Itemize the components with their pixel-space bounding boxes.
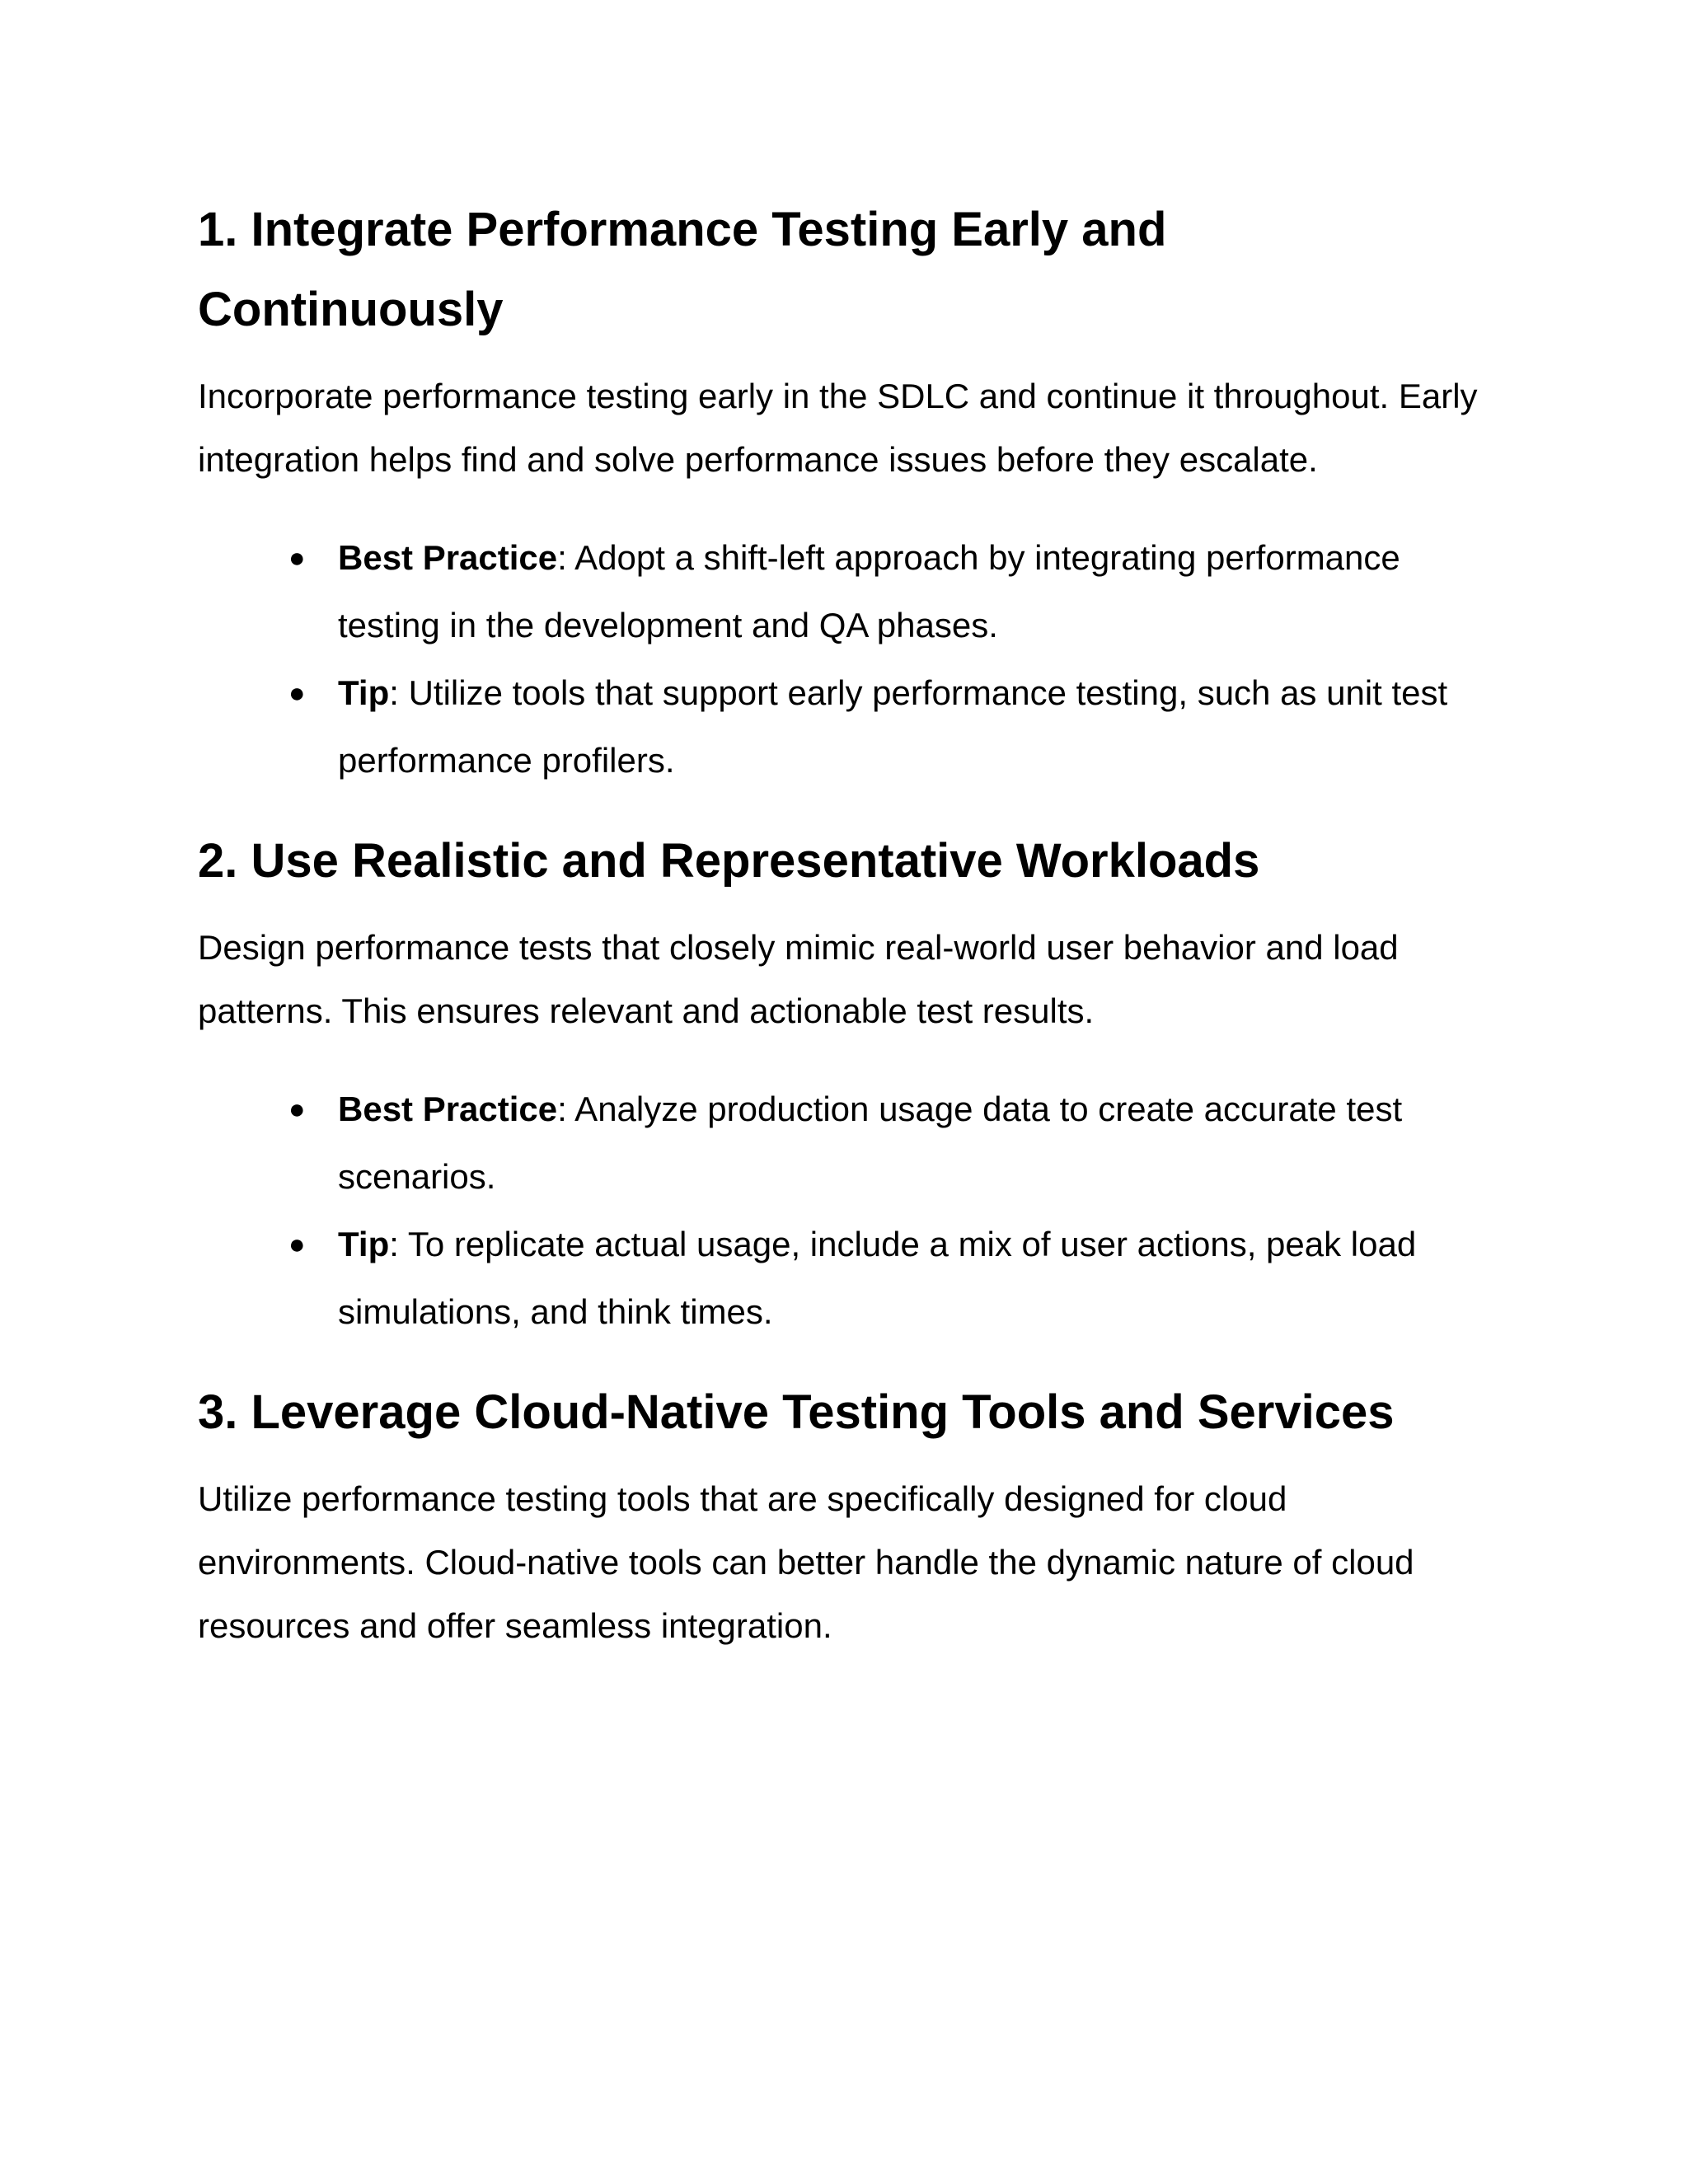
section-heading: 1. Integrate Performance Testing Early and Continuously	[198, 203, 1167, 336]
section-paragraph: Incorporate performance testing early in the SDLC and continue it throughout. Early integration helps find and solve performance issues before they escalate.	[198, 377, 1478, 479]
bullet-list	[198, 1076, 1500, 1346]
section-3	[198, 1372, 1500, 1657]
list-item	[288, 659, 1508, 794]
section-heading: 2. Use Realistic and Representative Workloads	[198, 834, 1260, 888]
section-1	[198, 190, 1500, 794]
bullet-icon: ●	[288, 1094, 306, 1125]
list-item	[288, 1076, 1508, 1211]
bullet-list	[198, 524, 1500, 794]
bullet-label: Tip	[338, 673, 390, 712]
list-item	[288, 1211, 1475, 1346]
bullet-text: : Adopt a shift-left approach by integrating performance testing in the development and QA phases.	[338, 538, 1400, 644]
bullet-text: : Analyze production usage data to create accurate test scenarios.	[338, 1090, 1403, 1196]
bullet-icon: ●	[288, 1229, 306, 1260]
list-item	[288, 524, 1508, 659]
document-page	[198, 190, 1500, 1690]
section-paragraph: Utilize performance testing tools that are specifically designed for cloud environments. Cloud-native tools can better handle the dynamic nature of cloud resources and offer seamless integration.	[198, 1479, 1414, 1645]
bullet-icon: ●	[288, 542, 306, 574]
bullet-icon: ●	[288, 677, 306, 709]
bullet-label: Tip	[338, 1225, 390, 1263]
section-2	[198, 821, 1500, 1346]
bullet-label: Best Practice	[338, 538, 558, 577]
section-paragraph: Design performance tests that closely mimic real-world user behavior and load patterns. This ensures relevant and actionable test results.	[198, 928, 1399, 1030]
bullet-label: Best Practice	[338, 1090, 558, 1128]
section-heading: 3. Leverage Cloud-Native Testing Tools and Services	[198, 1385, 1395, 1439]
bullet-text: : To replicate actual usage, include a mix of user actions, peak load simulations, and think times.	[338, 1225, 1417, 1331]
bullet-text: : Utilize tools that support early performance testing, such as unit test performance profilers.	[338, 673, 1448, 780]
